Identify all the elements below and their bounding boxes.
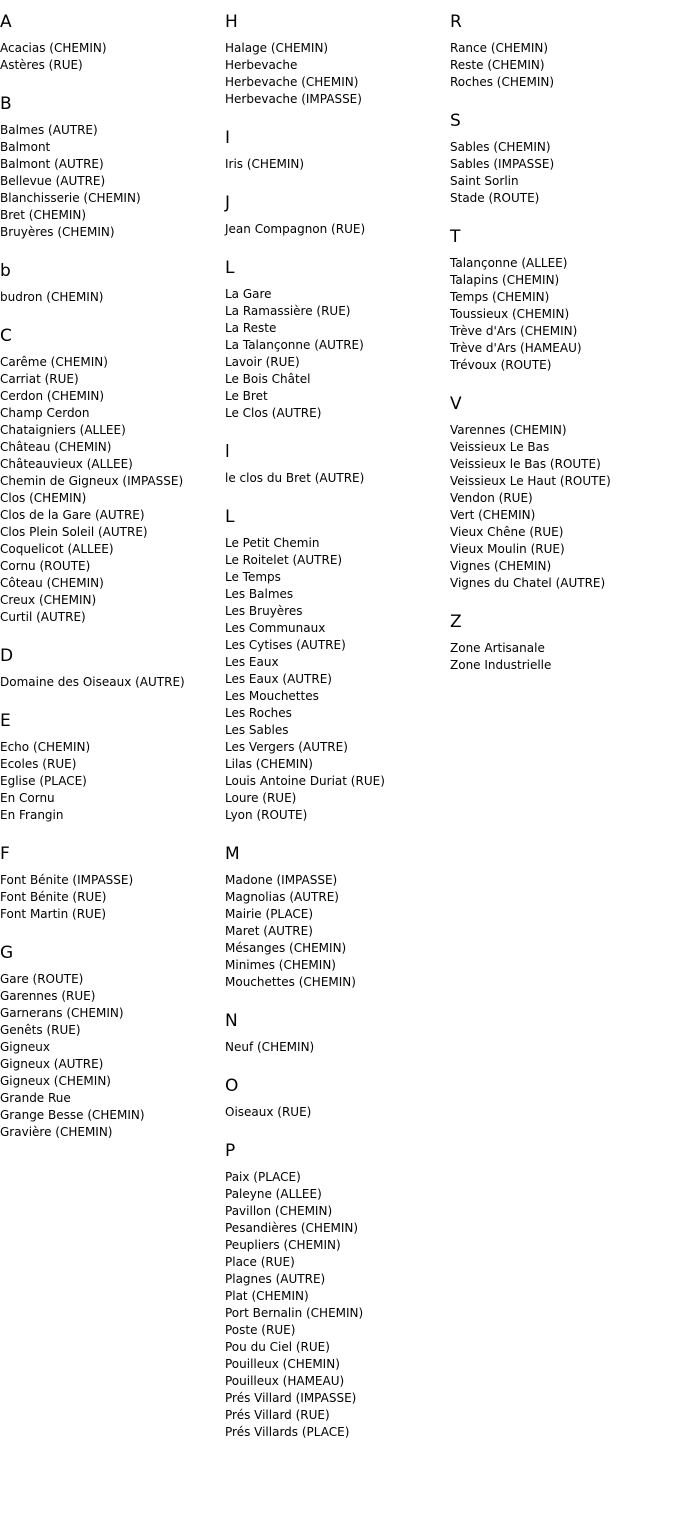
street-link[interactable]: Echo (CHEMIN) xyxy=(0,740,91,754)
street-link[interactable]: budron (CHEMIN) xyxy=(0,290,104,304)
street-link[interactable]: Zone Artisanale xyxy=(450,641,545,655)
letter-heading: T xyxy=(450,227,461,247)
street-link[interactable]: Balmont xyxy=(0,140,51,154)
street-link[interactable]: Côteau (CHEMIN) xyxy=(0,576,104,590)
street-link[interactable]: Stade (ROUTE) xyxy=(450,191,540,205)
street-link[interactable]: Astères (RUE) xyxy=(0,58,83,72)
letter-group xyxy=(450,225,670,374)
street-link[interactable]: Pouilleux (HAMEAU) xyxy=(225,1374,345,1388)
street-link[interactable]: Acacias (CHEMIN) xyxy=(0,41,107,55)
street-list xyxy=(225,1169,445,1441)
letter-heading: G xyxy=(0,943,14,963)
street-link[interactable]: Trévoux (ROUTE) xyxy=(450,358,552,372)
street-link[interactable]: Veissieux le Bas (ROUTE) xyxy=(450,457,601,471)
street-list xyxy=(225,286,445,422)
street-list xyxy=(225,535,445,824)
letter-heading: E xyxy=(0,711,11,731)
street-link[interactable]: Châteauvieux (ALLEE) xyxy=(0,457,133,471)
letter-group xyxy=(450,10,670,91)
letter-group xyxy=(450,109,670,207)
letter-group xyxy=(225,1139,445,1441)
letter-group xyxy=(0,941,220,1141)
street-link[interactable]: Garnerans (CHEMIN) xyxy=(0,1006,124,1020)
street-link[interactable]: Trève d'Ars (CHEMIN) xyxy=(450,324,578,338)
street-link[interactable]: Louis Antoine Duriat (RUE) xyxy=(225,774,385,788)
street-column-1 xyxy=(0,10,220,1159)
street-link[interactable]: Vignes (CHEMIN) xyxy=(450,559,552,573)
street-link[interactable]: En Cornu xyxy=(0,791,55,805)
street-link[interactable]: Lyon (ROUTE) xyxy=(225,808,308,822)
street-link[interactable]: Le Petit Chemin xyxy=(225,536,320,550)
street-link[interactable]: Domaine des Oiseaux (AUTRE) xyxy=(0,675,185,689)
street-link[interactable]: Sables (CHEMIN) xyxy=(450,140,551,154)
letter-group xyxy=(225,126,445,173)
street-link[interactable]: Pesandières (CHEMIN) xyxy=(225,1221,359,1235)
street-link[interactable]: Cerdon (CHEMIN) xyxy=(0,389,105,403)
letter-heading: H xyxy=(225,12,238,32)
street-list xyxy=(0,739,220,824)
street-link[interactable]: Lilas (CHEMIN) xyxy=(225,757,313,771)
street-link[interactable]: Les Communaux xyxy=(225,621,326,635)
street-link[interactable]: Pou du Ciel (RUE) xyxy=(225,1340,330,1354)
street-link[interactable]: Gigneux (AUTRE) xyxy=(0,1057,104,1071)
letter-heading: L xyxy=(225,507,235,527)
street-link[interactable]: Carriat (RUE) xyxy=(0,372,79,386)
street-link[interactable]: Halage (CHEMIN) xyxy=(225,41,329,55)
street-link[interactable]: Blanchisserie (CHEMIN) xyxy=(0,191,141,205)
letter-heading: Z xyxy=(450,612,462,632)
street-link[interactable]: Creux (CHEMIN) xyxy=(0,593,97,607)
street-link[interactable]: Le Roitelet (AUTRE) xyxy=(225,553,343,567)
street-link[interactable]: Les Vergers (AUTRE) xyxy=(225,740,348,754)
street-link[interactable]: Rance (CHEMIN) xyxy=(450,41,549,55)
street-link[interactable]: Les Mouchettes xyxy=(225,689,319,703)
street-link[interactable]: Minimes (CHEMIN) xyxy=(225,958,336,972)
street-link[interactable]: Port Bernalin (CHEMIN) xyxy=(225,1306,364,1320)
letter-group xyxy=(0,709,220,824)
street-column-3 xyxy=(450,10,670,692)
street-column-2 xyxy=(225,10,445,1459)
letter-heading: D xyxy=(0,646,14,666)
street-list xyxy=(0,354,220,626)
street-link[interactable]: Cornu (ROUTE) xyxy=(0,559,91,573)
letter-group xyxy=(450,392,670,592)
street-list xyxy=(450,640,670,674)
street-link[interactable]: Iris (CHEMIN) xyxy=(225,157,305,171)
letter-heading: S xyxy=(450,111,461,131)
street-list xyxy=(225,1039,445,1056)
letter-group xyxy=(225,10,445,108)
street-link[interactable]: Les Sables xyxy=(225,723,289,737)
street-link[interactable]: Lavoir (RUE) xyxy=(225,355,300,369)
street-link[interactable]: Neuf (CHEMIN) xyxy=(225,1040,315,1054)
street-link[interactable]: Peupliers (CHEMIN) xyxy=(225,1238,341,1252)
letter-group xyxy=(225,256,445,422)
letter-group xyxy=(0,324,220,626)
street-link[interactable]: Plagnes (AUTRE) xyxy=(225,1272,326,1286)
street-link[interactable]: Les Eaux (AUTRE) xyxy=(225,672,332,686)
letter-heading: C xyxy=(0,326,12,346)
street-link[interactable]: Herbevache xyxy=(225,58,298,72)
street-list xyxy=(0,122,220,241)
street-link[interactable]: Clos (CHEMIN) xyxy=(0,491,87,505)
street-list xyxy=(0,40,220,74)
street-list xyxy=(0,971,220,1141)
street-link[interactable]: Bruyères (CHEMIN) xyxy=(0,225,115,239)
street-link[interactable]: Oiseaux (RUE) xyxy=(225,1105,312,1119)
letter-group xyxy=(0,10,220,74)
letter-heading: M xyxy=(225,844,240,864)
street-link[interactable]: Mouchettes (CHEMIN) xyxy=(225,975,356,989)
street-list xyxy=(0,289,220,306)
street-link[interactable]: Magnolias (AUTRE) xyxy=(225,890,339,904)
street-link[interactable]: Trève d'Ars (HAMEAU) xyxy=(450,341,582,355)
street-link[interactable]: le clos du Bret (AUTRE) xyxy=(225,471,365,485)
street-link[interactable]: Vignes du Chatel (AUTRE) xyxy=(450,576,606,590)
letter-heading: I xyxy=(225,128,231,148)
street-link[interactable]: Les Bruyères xyxy=(225,604,303,618)
street-link[interactable]: Gare (ROUTE) xyxy=(0,972,84,986)
street-link[interactable]: La Talançonne (AUTRE) xyxy=(225,338,364,352)
letter-group xyxy=(450,610,670,674)
letter-heading: A xyxy=(0,12,12,32)
letter-heading: J xyxy=(225,193,231,213)
street-link[interactable]: Saint Sorlin xyxy=(450,174,519,188)
street-link[interactable]: Champ Cerdon xyxy=(0,406,90,420)
street-link[interactable]: Vert (CHEMIN) xyxy=(450,508,536,522)
letter-group xyxy=(0,259,220,306)
street-link[interactable]: Garennes (RUE) xyxy=(0,989,96,1003)
street-link[interactable]: Mésanges (CHEMIN) xyxy=(225,941,347,955)
letter-group xyxy=(0,644,220,691)
street-link[interactable]: La Ramassière (RUE) xyxy=(225,304,351,318)
street-link[interactable]: Clos de la Gare (AUTRE) xyxy=(0,508,145,522)
street-link[interactable]: Grande Rue xyxy=(0,1091,71,1105)
street-link[interactable]: Bellevue (AUTRE) xyxy=(0,174,106,188)
street-link[interactable]: Font Bénite (RUE) xyxy=(0,890,107,904)
street-link[interactable]: La Reste xyxy=(225,321,277,335)
street-link[interactable]: Mairie (PLACE) xyxy=(225,907,314,921)
letter-group xyxy=(225,842,445,991)
street-list xyxy=(450,255,670,374)
street-link[interactable]: Loure (RUE) xyxy=(225,791,297,805)
street-link[interactable]: Clos Plein Soleil (AUTRE) xyxy=(0,525,148,539)
street-link[interactable]: Carême (CHEMIN) xyxy=(0,355,108,369)
street-link[interactable]: Curtil (AUTRE) xyxy=(0,610,86,624)
street-link[interactable]: Les Eaux xyxy=(225,655,279,669)
street-link[interactable]: Place (RUE) xyxy=(225,1255,295,1269)
street-link[interactable]: Jean Compagnon (RUE) xyxy=(225,222,366,236)
letter-group xyxy=(225,1074,445,1121)
street-link[interactable]: Les Balmes xyxy=(225,587,294,601)
street-list xyxy=(0,674,220,691)
street-link[interactable]: Varennes (CHEMIN) xyxy=(450,423,567,437)
street-list xyxy=(450,422,670,592)
street-list xyxy=(450,139,670,207)
street-link[interactable]: Roches (CHEMIN) xyxy=(450,75,555,89)
street-link[interactable]: Ecoles (RUE) xyxy=(0,757,77,771)
street-link[interactable]: Sables (IMPASSE) xyxy=(450,157,555,171)
street-link[interactable]: Le Bret xyxy=(225,389,268,403)
street-link[interactable]: Gigneux (CHEMIN) xyxy=(0,1074,111,1088)
street-link[interactable]: Veissieux Le Haut (ROUTE) xyxy=(450,474,611,488)
street-link[interactable]: Les Cytises (AUTRE) xyxy=(225,638,346,652)
street-link[interactable]: Balmes (AUTRE) xyxy=(0,123,98,137)
street-link[interactable]: Bret (CHEMIN) xyxy=(0,208,87,222)
street-link[interactable]: Paix (PLACE) xyxy=(225,1170,301,1184)
street-link[interactable]: Les Roches xyxy=(225,706,292,720)
street-link[interactable]: Herbevache (CHEMIN) xyxy=(225,75,359,89)
street-link[interactable]: Font Bénite (IMPASSE) xyxy=(0,873,134,887)
street-link[interactable]: Zone Industrielle xyxy=(450,658,552,672)
street-list xyxy=(225,1104,445,1121)
street-link[interactable]: Herbevache (IMPASSE) xyxy=(225,92,362,106)
letter-heading: B xyxy=(0,94,12,114)
letter-group xyxy=(0,92,220,241)
street-link[interactable]: Le Clos (AUTRE) xyxy=(225,406,322,420)
street-link[interactable]: Vieux Chêne (RUE) xyxy=(450,525,564,539)
letter-group xyxy=(225,440,445,487)
letter-heading: L xyxy=(225,258,235,278)
street-link[interactable]: Balmont (AUTRE) xyxy=(0,157,104,171)
street-link[interactable]: Chemin de Gigneux (IMPASSE) xyxy=(0,474,184,488)
street-link[interactable]: Veissieux Le Bas xyxy=(450,440,550,454)
street-link[interactable]: Talançonne (ALLEE) xyxy=(450,256,568,270)
street-link[interactable]: La Gare xyxy=(225,287,272,301)
street-link[interactable]: Eglise (PLACE) xyxy=(0,774,87,788)
street-link[interactable]: Paleyne (ALLEE) xyxy=(225,1187,322,1201)
street-link[interactable]: Madone (IMPASSE) xyxy=(225,873,338,887)
street-link[interactable]: Talapins (CHEMIN) xyxy=(450,273,560,287)
street-link[interactable]: Vendon (RUE) xyxy=(450,491,533,505)
letter-heading: F xyxy=(0,844,10,864)
street-list xyxy=(225,40,445,108)
street-list xyxy=(225,221,445,238)
letter-heading: V xyxy=(450,394,462,414)
street-link[interactable]: Pouilleux (CHEMIN) xyxy=(225,1357,340,1371)
street-link[interactable]: Prés Villards (PLACE) xyxy=(225,1425,350,1439)
street-link[interactable]: Font Martin (RUE) xyxy=(0,907,107,921)
street-list xyxy=(0,872,220,923)
street-link[interactable]: Plat (CHEMIN) xyxy=(225,1289,309,1303)
street-link[interactable]: Coquelicot (ALLEE) xyxy=(0,542,114,556)
street-list xyxy=(450,40,670,91)
street-link[interactable]: Chataigniers (ALLEE) xyxy=(0,423,126,437)
letter-group xyxy=(225,1009,445,1056)
letter-heading: P xyxy=(225,1141,236,1161)
street-link[interactable]: Poste (RUE) xyxy=(225,1323,296,1337)
street-link[interactable]: Grange Besse (CHEMIN) xyxy=(0,1108,145,1122)
letter-group xyxy=(0,842,220,923)
letter-group xyxy=(225,505,445,824)
street-list xyxy=(225,156,445,173)
letter-heading: O xyxy=(225,1076,239,1096)
street-link[interactable]: Prés Villard (RUE) xyxy=(225,1408,330,1422)
letter-heading: N xyxy=(225,1011,238,1031)
street-link[interactable]: Temps (CHEMIN) xyxy=(450,290,550,304)
street-link[interactable]: Château (CHEMIN) xyxy=(0,440,112,454)
street-link[interactable]: Vieux Moulin (RUE) xyxy=(450,542,565,556)
street-link[interactable]: Gravière (CHEMIN) xyxy=(0,1125,113,1139)
street-list xyxy=(225,470,445,487)
street-link[interactable]: En Frangin xyxy=(0,808,64,822)
street-list xyxy=(225,872,445,991)
street-link[interactable]: Prés Villard (IMPASSE) xyxy=(225,1391,357,1405)
street-link[interactable]: Le Bois Châtel xyxy=(225,372,311,386)
letter-heading: b xyxy=(0,261,11,281)
street-link[interactable]: Pavillon (CHEMIN) xyxy=(225,1204,333,1218)
street-link[interactable]: Toussieux (CHEMIN) xyxy=(450,307,570,321)
letter-heading: l xyxy=(225,442,230,462)
street-link[interactable]: Genêts (RUE) xyxy=(0,1023,81,1037)
street-link[interactable]: Reste (CHEMIN) xyxy=(450,58,545,72)
letter-heading: R xyxy=(450,12,462,32)
street-link[interactable]: Le Temps xyxy=(225,570,281,584)
letter-group xyxy=(225,191,445,238)
street-link[interactable]: Maret (AUTRE) xyxy=(225,924,313,938)
street-link[interactable]: Gigneux xyxy=(0,1040,50,1054)
